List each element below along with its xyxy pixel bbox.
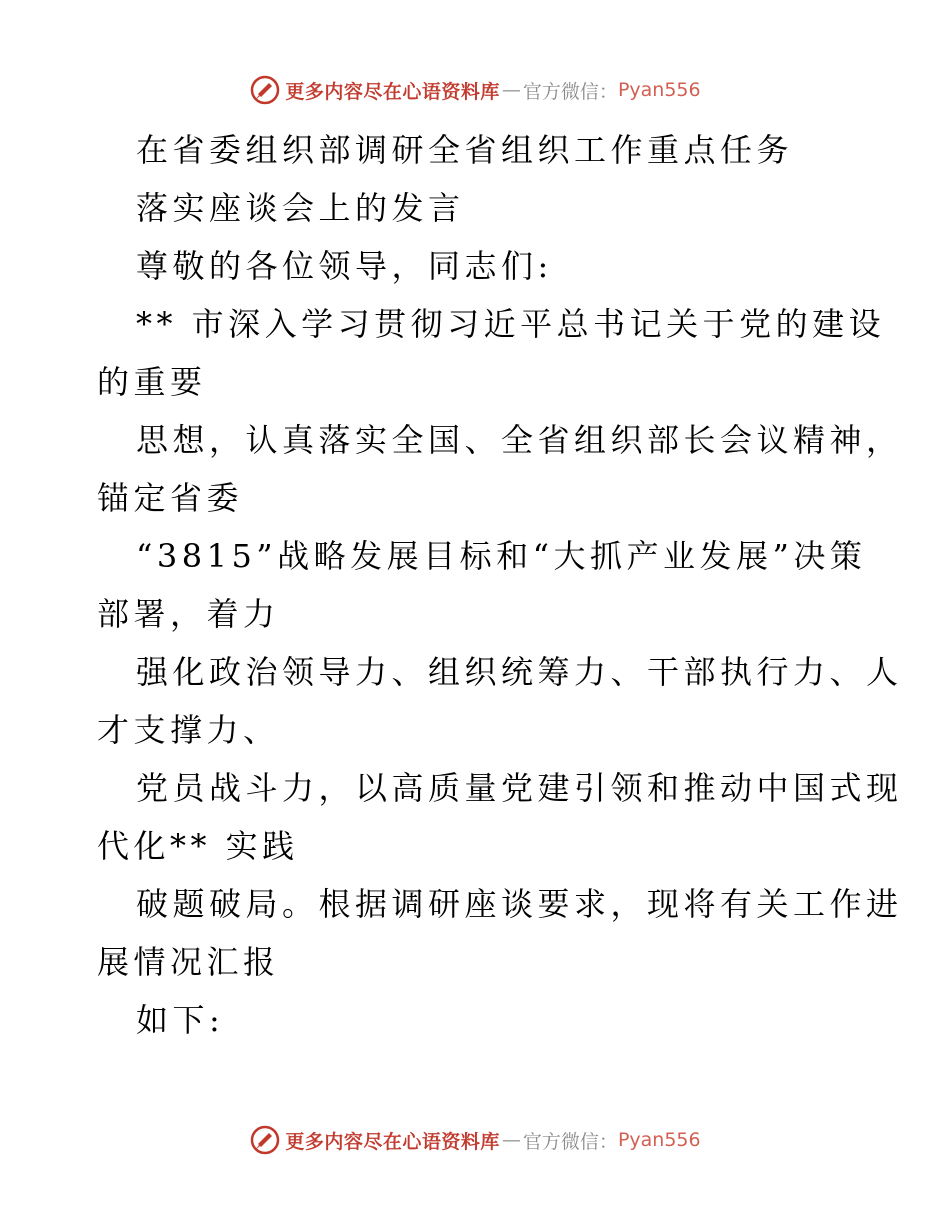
paragraph-line: 强化政治领导力、组织统筹力、干部执行力、人 [136,653,903,691]
document-title-line-1: 在省委组织部调研全省组织工作重点任务 [136,131,794,169]
salutation: 尊敬的各位领导，同志们: [136,247,553,285]
paragraph-line: 破题破局。根据调研座谈要求，现将有关工作进 [136,885,903,923]
banner-dash: — [501,1129,521,1151]
document-body [97,121,903,1049]
brand-logo-icon [249,1124,281,1156]
brand-logo-icon [249,74,281,106]
banner-wechat-label: 官方微信： [522,80,618,103]
paragraph-line: 如下: [136,1001,225,1039]
paragraph-line: 思想，认真落实全国、全省组织部长会议精神， [136,421,903,459]
paragraph-line: 的重要 [97,363,207,401]
paragraph-line: 部署，着力 [97,595,280,633]
paragraph-line: “3815”战略发展目标和“大抓产业发展”决策 [136,537,867,575]
banner-wechat-id: Pyan556 [617,1129,701,1151]
banner-wechat-id: Pyan556 [617,79,701,101]
paragraph-line: 才支撑力、 [97,711,280,749]
paragraph-line: 锚定省委 [97,479,244,517]
footer-watermark-banner [0,1120,950,1160]
paragraph-line: ** 市深入学习贯彻习近平总书记关于党的建设 [136,305,886,343]
banner-wechat-label: 官方微信： [522,1130,618,1153]
banner-text: 更多内容尽在心语资料库 [285,80,500,103]
paragraph-line: 代化** 实践 [97,827,299,865]
banner-text: 更多内容尽在心语资料库 [285,1130,500,1153]
banner-dash: — [501,79,521,101]
document-title-line-2: 落实座谈会上的发言 [136,189,465,227]
paragraph-line: 党员战斗力，以高质量党建引领和推动中国式现 [136,769,903,807]
paragraph-line: 展情况汇报 [97,943,280,981]
header-watermark-banner [0,70,950,110]
